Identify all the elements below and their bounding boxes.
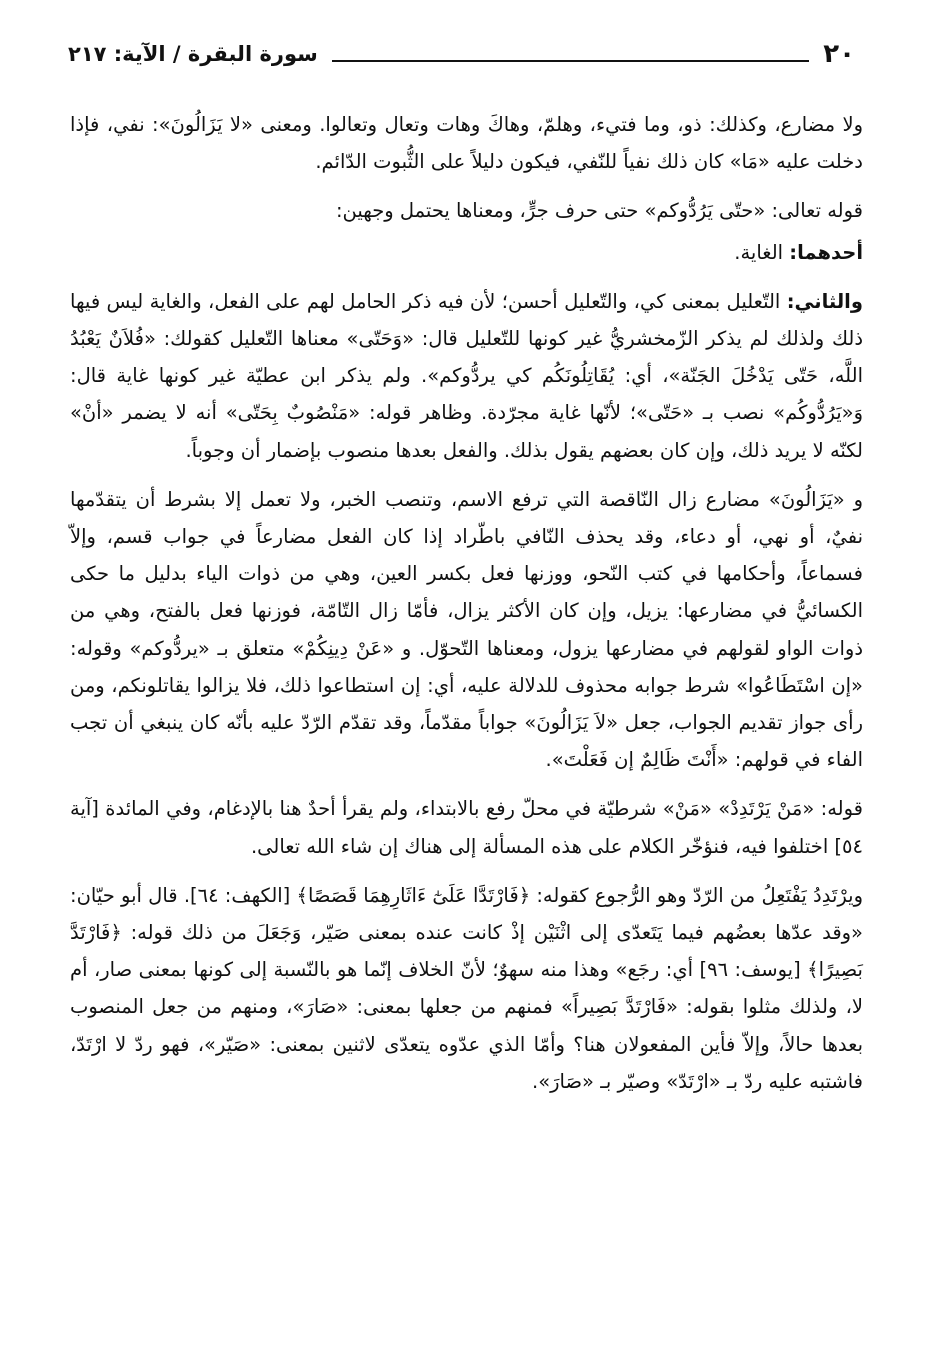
paragraph-text: و «يَزَالُونَ» مضارع زال النّاقصة التي ترفع الاسم، وتنصب الخبر، ولا تعمل إلا بشرط أن يتقدّمها نفيٌ، أو نهي، أو دعاء، وقد يحذف النّافي باطّراد إذا كان الفعل مضارعاً في جواب قسم، وإلاّ فسماعاً، وأحكامها في كتب النّحو، ووزنها فعل بكسر العين، وهي من ذوات الياء بدليل ما حكى الكسائيُّ في مضارعها: يزيل، وإن كان الأكثر يزال، فأمّا زال التّامّة، فوزنها فعل بالفتح، وهي من ذوات الواو لقولهم في مضارعها يزول، ومعناها التّحوّل. و «عَنْ دِينِكُمْ» متعلق بـ «يردُّوكم» وقوله: «إن اسْتَطَاعُوا» شرط جوابه محذوف للدلالة عليه، أي: إن استطاعوا ذلك، فلا يزالوا يقاتلونكم، ومن رأى جواز تقديم الجواب، جعل «لاَ يَزَالُونَ» جواباً مقدّماً، وقد تقدّم الرّدّ عليه بأنّه كان ينبغي أن تجب الفاء في قولهم: «أَنْتَ ظَالِمٌ إن فَعَلْتَ». (70, 487, 863, 772)
paragraph-text: قوله: «مَنْ يَرْتَدِدْ» «مَنْ» شرطيّة في محلّ رفع بالابتداء، ولم يقرأ أحدٌ هنا بالإدغام، وفي المائدة [آية ٥٤] اختلفوا فيه، فنؤخّر الكلام على هذه المسألة إلى هناك إن شاء الله تعالى. (70, 797, 863, 858)
paragraph-lead: أحدهما: (789, 240, 863, 264)
running-title: سورة البقرة / الآية: ٢١٧ (68, 42, 318, 66)
page-header (68, 34, 855, 74)
paragraph (70, 790, 863, 864)
paragraph (70, 283, 863, 469)
paragraph (70, 192, 863, 229)
paragraph-text: ويرْتَدِدُ يَفْتَعِلُ من الرّدّ وهو الرُّجوع كقوله: ﴿فَارْتَدَّا عَلَىٰٓ ءَاثَارِهِمَا قَصَصًا﴾ [الكهف: ٦٤]. قال أبو حيّان: «وقد عدّها بعضُهم فيما يَتَعدّى إلى اثْنَيْن إذْ كانت عنده بمعنى صَيّر، وَجَعَلَ من ذلك قوله: ﴿فَارْتَدَّ بَصِيرًا﴾ [يوسف: ٩٦] أي: رجَع» وهذا منه سهوٌ؛ لأنّ الخلاف إنّما هو بالنّسبة إلى كونها بمعنى صار، أم لا، ولذلك مثلوا بقوله: «فَارْتَدَّ بَصِيراً» فمنهم من جعلها بمعنى: «صَارَ»، ومنهم من جعل المنصوب بعدها حالاً، وإلاّ فأين المفعولان هنا؟ وأمّا الذي عدّوه يتعدّى لاثنين بمعنى: «صَيّر»، فهو ردّ لا ارْتَدّ، فاشتبه عليه ردّ بـ «ارْتَدّ» وصيّر بـ «صَارَ». (70, 883, 863, 1093)
paragraph (70, 481, 863, 779)
paragraph-text: قوله تعالى: «حتّى يَرُدُّوكم» حتى حرف جرٍّ، ومعناها يحتمل وجهين: (335, 199, 863, 223)
paragraph (70, 106, 863, 180)
page-body (70, 106, 863, 1100)
page-number: ٢٠ (823, 39, 855, 69)
paragraph-text: الغاية. (734, 240, 790, 264)
header-rule (332, 60, 809, 62)
paragraph-lead: والثاني: (786, 289, 863, 313)
paragraph (70, 234, 863, 271)
paragraph-text: ولا مضارع، وكذلك: ذو، وما فتيء، وهلمّ، وهاكَ وهات وتعال وتعالوا. ومعنى «لا يَزَالُونَ»: نفي، فإذا دخلت عليه «مَا» كان ذلك نفياً للنّفي، فيكون دليلاً على الثُّبوت الدّائم. (70, 113, 863, 174)
paragraph-text: التّعليل بمعنى كي، والتّعليل أحسن؛ لأن فيه ذكر الحامل لهم على الفعل، والغاية ليس فيها ذلك ولذلك لم يذكر الزّمخشريُّ غير كونها للتّعليل قال: «وَحَتّى» معناها التّعليل كقولك: «فُلاَنٌ يَعْبُدُ اللَّه، حَتّى يَدْخُلَ الجَنّة»، أي: يُقَاتِلُونَكُم كي يردُّوكم». ولم يذكر ابن عطيّة غير كونها غاية قال: وَ«يَرُدُّوكُم» نصب بـ «حَتّى»؛ لأنّها غاية مجرّدة. وظاهر قوله: «مَنْصُوبٌ بِحَتّى» أنه لا يضمر «أنْ» لكنّه لا يريد ذلك، وإن كان بعضهم يقول بذلك. والفعل بعدها منصوب بإضمار أن وجوباً. (70, 289, 863, 462)
paragraph (70, 877, 863, 1100)
